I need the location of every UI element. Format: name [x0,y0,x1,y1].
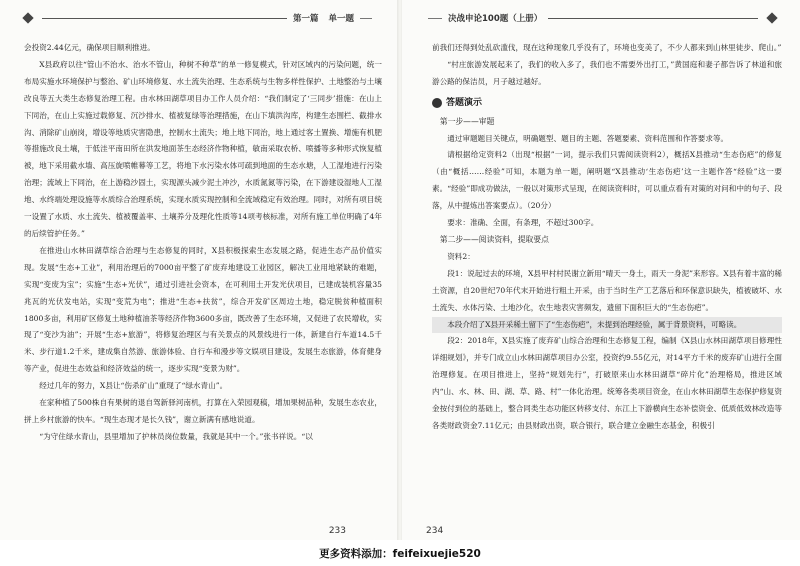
ornament-icon [22,12,33,23]
part-label: 第一篇 [292,14,319,24]
paragraph: 经过几年的努力，X县让“伤杀矿山”重现了“绿水青山”。 [39,381,228,391]
header-rule-short [428,18,442,19]
paragraph: “为守住绿水青山，县里增加了护林员岗位数量，我就是其中一个。”张书祥说。“以 [39,431,313,441]
highlight-note: 本段介绍了X县开采稀土留下了“生态伤疤”，未提到治理经验，属于背景资料，可略读。 [432,317,782,334]
step-title: 第二步——阅读资料，提取要点 [439,234,549,244]
header-rule [42,18,287,19]
page-number: 233 [328,526,346,536]
left-running-head [20,10,378,26]
section-badge-icon [432,98,442,108]
paragraph: 在家种植了500株自有果树的退自驾新驿河南机，打算在入荣园观稿，增加果树品种，发展生态农业，拼上乡村旅游的快车。“现生态现才是长久钱”，谢立新满有感地说道。 [24,398,382,424]
step-title: 第一步——审题 [439,116,495,126]
paragraph: 段2：2018年，X县实施了废弃矿山综合治理和生态修复工程，编制《X县山水林田湖草项目修理性详细规划》，并专门成立山水林田湖草项目办公室，投资约9.55亿元，对14平方千米的废弃矿山进行全面治理修复。在项目推进上，坚持“规划先行”，打破原来山水林田湖草“碎片化”治理格局，推进区域内“山、水、林、田、湖、草、路、村”一体化治理。统筹各类项目资金，在山水林田湖草生态保护修复资金按付到位的基础上，整合同类生态功能区转移支付、东江上下游横向生态补偿资金、低质低效林改造等各类财政资金7.11亿元；由县财政出资，联合银行，联合建立金融生态基金，积极引 [432,336,782,430]
header-rule-short [360,18,372,19]
footer-note: 更多资料添加：feifeixuejie520 [0,540,800,566]
section-title: 答题演示 [446,97,483,108]
paragraph: 会投资2.44亿元，确保项目顺利推进。 [24,43,155,52]
paragraph: 段1：说起过去的环境，X县甲村村民谢立新用“晴天一身土，雨天一身泥”来形容。X县有着丰富的稀土资源，自20世纪70年代末开始进行粗土开采，由于当时生产工艺落后和环保意识缺失，植被破坏、水土流失、水体污染、土地沙化，农生地表灾害频发，遗留下面积巨大的“生态伤疤”。 [432,268,782,312]
paragraph: 要求：准确、全面，有条理，不超过300字。 [447,218,599,228]
ornament-icon [766,12,777,23]
left-page [0,0,398,540]
material-label: 资料2： [447,251,475,261]
paragraph: 前我们还得到处乱砍滥伐，现在这种现象几乎没有了，环境也变美了，不少人都来到山林里徒步、爬山。” [432,43,782,52]
paragraph: 在推进山水林田湖草综合治理与生态修复的同时，X县积极探索生态发展之路，促进生态产品价值实现。发展“生态+工业”，利用治理后的7000亩平整了矿废弃地建设工业园区，解决工业用地紧缺的难题，实现“变废为宝”；实施“生态+光伏”，通过引进社会资本，在可利用土开发光伏项目，已建成装机容量35兆瓦的光伏发电站，实现“变荒为电”；推进“生态+扶贫”，综合开发矿区周边土地，稳定脱贫种植面积1800多亩，利用矿区修复土地种植油茶等经济作物3600多亩，既改善了生态环境，又促进了农民增收，实现了“变沙为油”；开展“生态+旅游”，将修复治理区与有关景点的风景线进行一体，新建自行车道14.5千米、步行道1.2千米，建成集自然游、旅游体验、自行车和漫步等文娱项目建设，发展生态旅游，体育健身等产业，促进生态效益和经济效益的统一，逐步实现“变景为财”。 [24,245,382,374]
page-number: 234 [426,526,444,536]
paragraph: “村庄旅游发展起来了，我们的收入多了，我们也不需要外出打工，”黄国庭和妻子都告诉了林道和旅游公路的保洁员，月子越过越好。 [432,59,782,86]
series-title: 决战申论100题（上册） [448,14,543,24]
header-rule [548,18,758,19]
left-body [24,40,382,446]
paragraph: 通过审题题目关键点，明确题型、题目的主题、答题要素、资料范围和作答要求等。 [447,133,729,143]
right-page [402,0,800,540]
right-body [432,40,782,435]
right-running-head [422,10,780,26]
paragraph: X县政府以往“管山不治水、治水不管山，种树不种草”的单一修复模式，针对区域内的污染问题，统一布局实施水环境保护与整治、矿山环境修复、水土流失治理、生态系统与生物多样性保护、土地整治与土壤改良等五大类生态修复治理工程。由水林田湖草项目办工作人员介绍：“我们制定了‘三同步’措施：在山上下同治，在山上实施过载修复、沉沙排水、植被复绿等治理措施，在山下填洪沟库，构建生态围栏、截排水沟、消除矿山崩岗，增设等地质灾害隐患，控制水土流失；地上地下同治，地上通过客土置换、增施有机肥等措施改良土壤，于低洼平南田所在洪发地面茶生态经济作物种植，敏南采取农桥、喷播等多种形式恢复植被，地下采用截水墙、高压旋喷帷幕等工艺，将地下水污染水体可疏到地面的生态水塘，人工湿地进行污染治理；流域上下同治，在上游稳沙固土，实现源头减少泥土冲沙，水质氮氮等污染，在下游建设湿地人工湿地、水终端处理设施等水质综合治理系统，实现水质实现控制和全流域稳定有效治理。同时，对所有项目统一设置了水质、水土流失、植被覆盖率、土壤养分及理化性质等14项考核标准，对所有施工单位明确了4年的后续管护任务。” [24,59,382,238]
part-title: 单一题 [328,14,354,24]
paragraph: 请根据给定资料2（出现“根据”一词，提示我们只需阅读资料2），概括X县推动“生态伤疤”的修复（由“概括……经验”可知，本题为单一题，阐明题“X县推动‘生态伤疤’这一主题作答“经验”这一要素。“经验”即成功做法，一般以对策形式呈现，在阅读资料时，可以重点看有对策的对问和中的句子、段落，从中提炼出答案要点）。（20分） [432,150,782,211]
section-heading [432,95,782,112]
